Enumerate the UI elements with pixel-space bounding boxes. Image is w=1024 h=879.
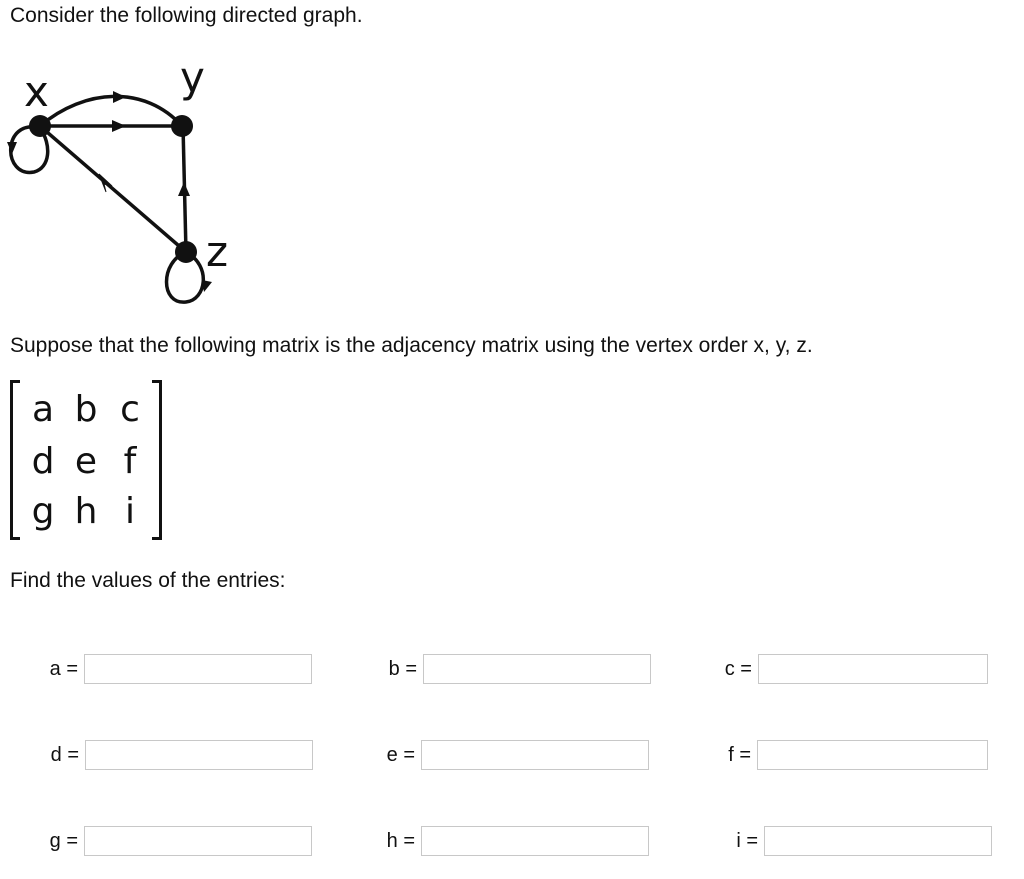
- matrix-right-bracket: [152, 380, 162, 540]
- directed-graph: [0, 60, 260, 320]
- edge-x-y-curved: [40, 96, 182, 126]
- adjacency-matrix: [8, 380, 164, 544]
- label-e: e =: [386, 743, 415, 766]
- vertex-z: [175, 241, 197, 263]
- label-h: h =: [386, 829, 415, 852]
- edge-z-y-arrow: [178, 182, 190, 196]
- label-f: f =: [728, 743, 751, 766]
- label-i: i =: [736, 829, 758, 852]
- label-g: g =: [49, 829, 78, 852]
- field-g: [0, 826, 312, 856]
- input-d[interactable]: [85, 740, 313, 770]
- matrix-cell-g: g: [31, 491, 55, 532]
- field-d: [0, 740, 313, 770]
- intro-text: Consider the following directed graph.: [10, 4, 363, 27]
- vertex-label-z: z: [206, 227, 229, 276]
- matrix-cell-h: h: [74, 491, 98, 532]
- loop-x-arrow: [7, 142, 17, 154]
- field-c: [680, 654, 988, 684]
- find-values-text: Find the values of the entries:: [10, 569, 286, 592]
- input-e[interactable]: [421, 740, 649, 770]
- edge-x-y-curved-arrow: [113, 91, 126, 103]
- vertex-label-x: x: [24, 67, 49, 116]
- matrix-cell-e: e: [74, 441, 98, 482]
- edge-x-z-arrow: [99, 174, 112, 192]
- label-c: c =: [724, 657, 752, 680]
- matrix-cell-f: f: [123, 441, 137, 482]
- matrix-cell-a: a: [31, 389, 55, 430]
- matrix-left-bracket: [10, 380, 20, 540]
- field-f: [680, 740, 988, 770]
- matrix-intro-text: Suppose that the following matrix is the adjacency matrix using the vertex order x, y, z.: [10, 334, 813, 357]
- input-b[interactable]: [423, 654, 651, 684]
- field-i: [680, 826, 992, 856]
- edge-x-y-straight-arrow: [112, 120, 126, 132]
- input-f[interactable]: [757, 740, 988, 770]
- field-b: [340, 654, 651, 684]
- field-a: [0, 654, 312, 684]
- input-c[interactable]: [758, 654, 988, 684]
- vertex-x: [29, 115, 51, 137]
- matrix-cell-c: c: [120, 389, 140, 430]
- matrix-cell-b: b: [74, 389, 98, 430]
- field-h: [340, 826, 649, 856]
- label-b: b =: [388, 657, 417, 680]
- field-e: [340, 740, 649, 770]
- vertex-label-y: y: [180, 60, 205, 102]
- loop-z-arrow: [202, 280, 212, 292]
- input-g[interactable]: [84, 826, 312, 856]
- input-a[interactable]: [84, 654, 312, 684]
- matrix-cell-i: i: [124, 491, 135, 532]
- edge-x-z: [40, 126, 186, 252]
- label-a: a =: [49, 657, 78, 680]
- label-d: d =: [50, 743, 79, 766]
- input-i[interactable]: [764, 826, 992, 856]
- matrix-cell-d: d: [31, 441, 55, 482]
- input-h[interactable]: [421, 826, 649, 856]
- vertex-y: [171, 115, 193, 137]
